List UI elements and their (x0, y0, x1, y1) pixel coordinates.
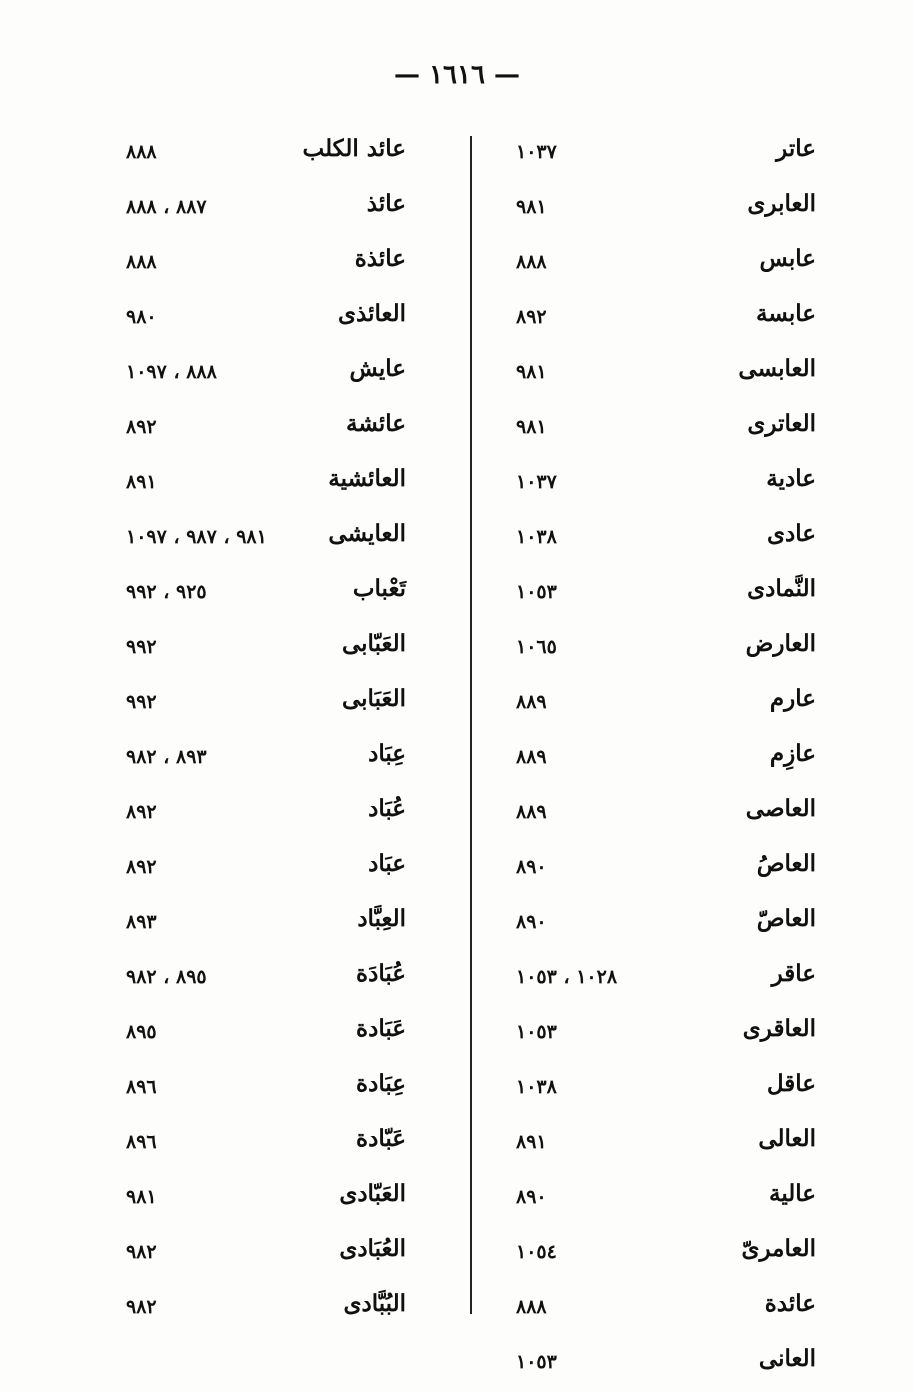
entry-page-refs: ٨٨٨ (126, 141, 157, 163)
index-entry (516, 457, 816, 512)
entry-page-refs: ٨٩٥ ، ٩٨٢ (126, 966, 207, 988)
entry-page-refs: ٨٨٨ ، ١٠٩٧ (126, 361, 217, 383)
entry-word: العالى (758, 1125, 816, 1152)
entry-word: عَبَادة (356, 1015, 406, 1042)
entry-word: عاتر (776, 135, 816, 162)
index-entry (516, 182, 816, 237)
entry-word: العانى (758, 1345, 816, 1372)
entry-word: النَّمادى (747, 575, 816, 602)
entry-word: عادية (766, 465, 816, 492)
index-entry (516, 1227, 816, 1282)
entry-word: عائذ (366, 190, 406, 217)
entry-word: عِبَادة (356, 1070, 406, 1097)
index-entry (516, 952, 816, 1007)
index-entry (516, 1117, 816, 1172)
entry-word: البُبَّادى (343, 1290, 406, 1317)
entry-word: تَعْباب (352, 575, 406, 602)
entry-page-refs: ٨٩٢ (126, 416, 157, 438)
entry-word: عابس (759, 245, 816, 272)
index-entry (516, 1007, 816, 1062)
entry-word: العاصُ (756, 850, 816, 877)
entry-page-refs: ٨٩٥ (126, 1021, 157, 1043)
entry-word: العاصى (745, 795, 816, 822)
index-entry (516, 402, 816, 457)
entry-page-refs: ١٠٣٨ (516, 1076, 557, 1098)
entry-word: العِبَّاد (357, 905, 406, 932)
entry-page-refs: ٩٨٢ (126, 1296, 157, 1318)
index-entry (126, 897, 426, 952)
entry-page-refs: ٩٨٠ (126, 306, 157, 328)
index-entry (126, 1282, 426, 1337)
entry-word: عادى (767, 520, 816, 547)
entry-page-refs: ٨٩٦ (126, 1131, 157, 1153)
entry-page-refs: ٨٨٩ (516, 801, 547, 823)
entry-word: عايش (349, 355, 406, 382)
entry-page-refs: ٩٨١ (126, 1186, 157, 1208)
entry-page-refs: ١٠٥٤ (516, 1241, 557, 1263)
index-entry (126, 677, 426, 732)
index-entry (126, 842, 426, 897)
entry-page-refs: ١٠٣٧ (516, 141, 557, 163)
entry-word: عاقل (766, 1070, 816, 1097)
index-entry (516, 567, 816, 622)
index-entry (126, 1117, 426, 1172)
index-entry (126, 622, 426, 677)
entry-word: عائد الكلب (302, 135, 406, 162)
entry-page-refs: ٩٨١ (516, 361, 547, 383)
entry-page-refs: ٨٩٠ (516, 856, 547, 878)
index-entry (516, 237, 816, 292)
entry-page-refs: ٩٢٥ ، ٩٩٢ (126, 581, 207, 603)
entry-page-refs: ٩٨٢ (126, 1241, 157, 1263)
entry-word: عُبَاد (368, 795, 406, 822)
index-entry (516, 347, 816, 402)
entry-word: العارض (745, 630, 816, 657)
index-entry (126, 182, 426, 237)
index-entry (126, 1172, 426, 1227)
entry-page-refs: ١٠٣٨ (516, 526, 557, 548)
entry-page-refs: ٨٩١ (516, 1131, 547, 1153)
index-entry (126, 347, 426, 402)
entry-word: عائدة (764, 1290, 816, 1317)
index-entry (126, 952, 426, 1007)
index-entry (516, 622, 816, 677)
page-number: — ١٦١٦ — (394, 60, 520, 90)
entry-word: عابسة (756, 300, 816, 327)
entry-word: عالية (768, 1180, 816, 1207)
entry-page-refs: ١٠٢٨ ، ١٠٥٣ (516, 966, 618, 988)
index-entry (126, 237, 426, 292)
entry-page-refs: ١٠٦٥ (516, 636, 557, 658)
entry-page-refs: ٨٨٨ (516, 251, 547, 273)
right-column (516, 127, 816, 1392)
index-entry (516, 1337, 816, 1392)
index-entry (126, 567, 426, 622)
index-entry (126, 127, 426, 182)
entry-word: العَبَابى (341, 685, 406, 712)
entry-word: العاصّ (756, 905, 816, 932)
entry-word: العايشى (328, 520, 406, 547)
index-entry (516, 897, 816, 952)
index-entry (516, 677, 816, 732)
column-divider (470, 136, 472, 1314)
entry-word: عاقر (771, 960, 816, 987)
entry-word: عِبَاد (368, 740, 406, 767)
entry-page-refs: ١٠٣٧ (516, 471, 557, 493)
entry-word: عُبَادَة (356, 960, 406, 987)
entry-word: عارم (769, 685, 816, 712)
entry-word: العابسى (738, 355, 816, 382)
entry-word: عَبّادة (356, 1125, 406, 1152)
entry-page-refs: ٨٩٦ (126, 1076, 157, 1098)
entry-page-refs: ٩٨١ (516, 416, 547, 438)
entry-page-refs: ٨٩٠ (516, 911, 547, 933)
entry-page-refs: ٨٩٣ (126, 911, 157, 933)
index-entry (126, 1062, 426, 1117)
index-entry (516, 127, 816, 182)
index-entry (516, 787, 816, 842)
entry-word: العَبّابى (341, 630, 406, 657)
entry-word: عازِم (769, 740, 816, 767)
index-entry (516, 1062, 816, 1117)
entry-page-refs: ٨٨٨ (516, 1296, 547, 1318)
entry-word: العاترى (747, 410, 816, 437)
entry-page-refs: ١٠٥٣ (516, 581, 557, 603)
index-entry (516, 292, 816, 347)
index-entry (126, 732, 426, 787)
entry-page-refs: ٨٨٩ (516, 746, 547, 768)
entry-page-refs: ٨٩٠ (516, 1186, 547, 1208)
entry-page-refs: ٩٨١ (516, 196, 547, 218)
entry-page-refs: ١٠٥٣ (516, 1021, 557, 1043)
entry-word: عبَاد (368, 850, 406, 877)
entry-word: العَبّادى (339, 1180, 406, 1207)
index-entry (516, 842, 816, 897)
index-entry (126, 1007, 426, 1062)
left-column (126, 127, 426, 1337)
index-entry (126, 292, 426, 347)
entry-word: العُبَادى (339, 1235, 406, 1262)
entry-page-refs: ٨٩٢ (516, 306, 547, 328)
entry-page-refs: ٨٨٩ (516, 691, 547, 713)
entry-page-refs: ٨٩١ (126, 471, 157, 493)
index-entry (126, 1227, 426, 1282)
entry-page-refs: ٩٩٢ (126, 636, 157, 658)
entry-page-refs: ٨٨٧ ، ٨٨٨ (126, 196, 207, 218)
entry-page-refs: ٩٨١ ، ٩٨٧ ، ١٠٩٧ (126, 526, 267, 548)
index-entry (516, 512, 816, 567)
entry-word: العامرىّ (741, 1235, 816, 1262)
index-entry (126, 787, 426, 842)
index-entry (516, 1282, 816, 1337)
entry-word: عائذة (354, 245, 406, 272)
entry-page-refs: ٨٩٢ (126, 801, 157, 823)
entry-word: العائشية (328, 465, 406, 492)
entry-word: العاقرى (742, 1015, 816, 1042)
entry-word: العابرى (747, 190, 816, 217)
index-entry (126, 457, 426, 512)
index-entry (126, 512, 426, 567)
index-entry (516, 1172, 816, 1227)
entry-word: عائشة (346, 410, 406, 437)
entry-page-refs: ٨٩٢ (126, 856, 157, 878)
entry-word: العائذى (338, 300, 406, 327)
entry-page-refs: ٨٨٨ (126, 251, 157, 273)
index-entry (516, 732, 816, 787)
entry-page-refs: ١٠٥٣ (516, 1351, 557, 1373)
entry-page-refs: ٨٩٣ ، ٩٨٢ (126, 746, 207, 768)
index-entry (126, 402, 426, 457)
entry-page-refs: ٩٩٢ (126, 691, 157, 713)
